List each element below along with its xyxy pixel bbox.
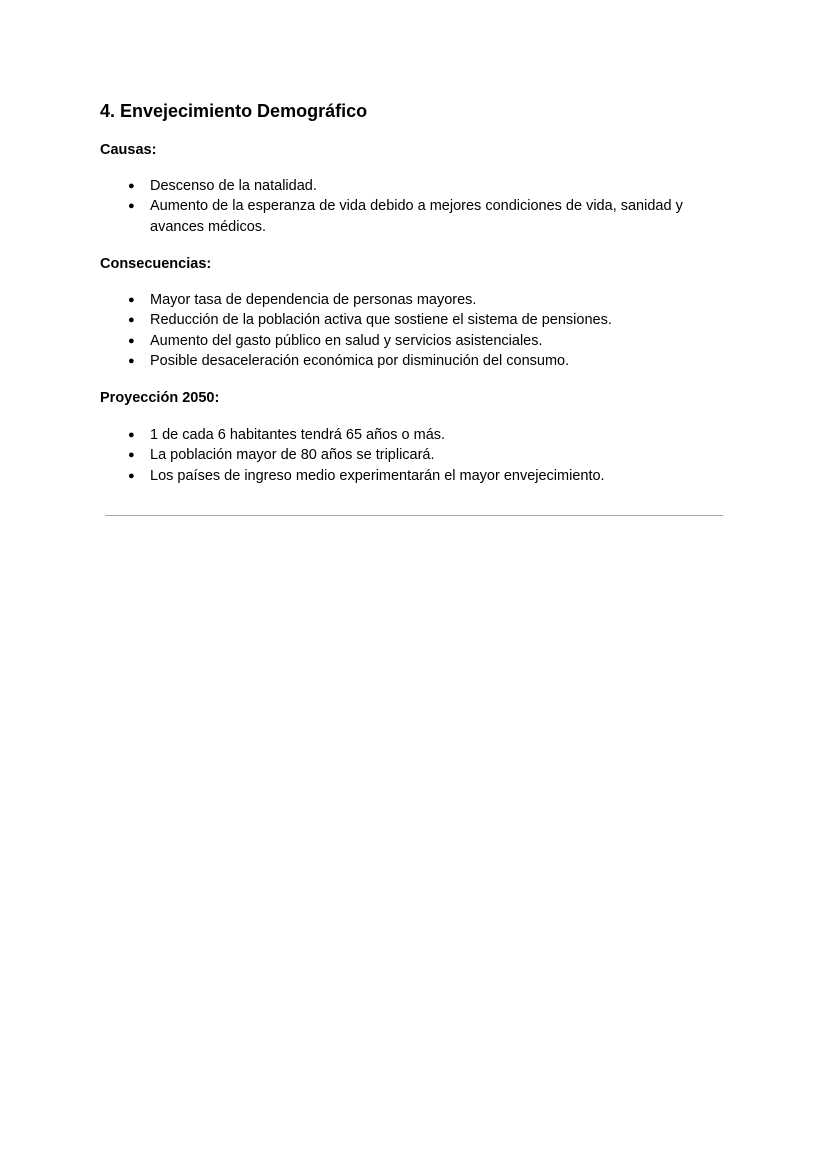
list-item [100, 196, 724, 237]
list-item [100, 351, 724, 371]
list-item-text: Mayor tasa de dependencia de personas mayores. [150, 292, 477, 308]
bullet-icon: ● [128, 334, 135, 347]
proyeccion-label: Proyección 2050: [100, 390, 220, 406]
horizontal-rule [105, 515, 723, 516]
list-item [100, 466, 724, 486]
bullet-icon: ● [128, 449, 135, 462]
bullet-icon: ● [128, 180, 135, 192]
causas-label: Causas: [100, 142, 157, 158]
bullet-icon: ● [128, 469, 135, 482]
list-item [100, 445, 724, 465]
list-item [100, 176, 724, 196]
list-item-text: Los países de ingreso medio experimentarán el mayor envejecimiento. [150, 467, 605, 484]
list-item [100, 425, 724, 445]
list-item-text: La población mayor de 80 años se triplicará. [150, 447, 435, 464]
list-item [100, 310, 724, 330]
list-item [100, 290, 724, 310]
bullet-icon: ● [128, 200, 135, 213]
bullet-icon: ● [128, 314, 135, 327]
list-item [100, 331, 724, 351]
list-item-text: Descenso de la natalidad. [150, 178, 317, 194]
consecuencias-list [100, 290, 724, 371]
section-title: 4. Envejecimiento Demográfico [100, 101, 368, 121]
causas-list [100, 176, 724, 237]
list-item-text: 1 de cada 6 habitantes tendrá 65 años o más. [150, 427, 446, 443]
bullet-icon: ● [128, 354, 135, 367]
proyeccion-list [100, 425, 724, 486]
consecuencias-label: Consecuencias: [100, 256, 212, 272]
list-item-text: Aumento del gasto público en salud y servicios asistenciales. [150, 332, 543, 349]
bullet-icon: ● [128, 294, 135, 306]
list-item-text: Reducción de la población activa que sostiene el sistema de pensiones. [150, 312, 612, 329]
list-item-text: Aumento de la esperanza de vida debido a mejores condiciones de vida, sanidad y avances médicos. [150, 198, 683, 235]
bullet-icon: ● [128, 429, 135, 441]
list-item-text: Posible desaceleración económica por disminución del consumo. [150, 352, 570, 369]
